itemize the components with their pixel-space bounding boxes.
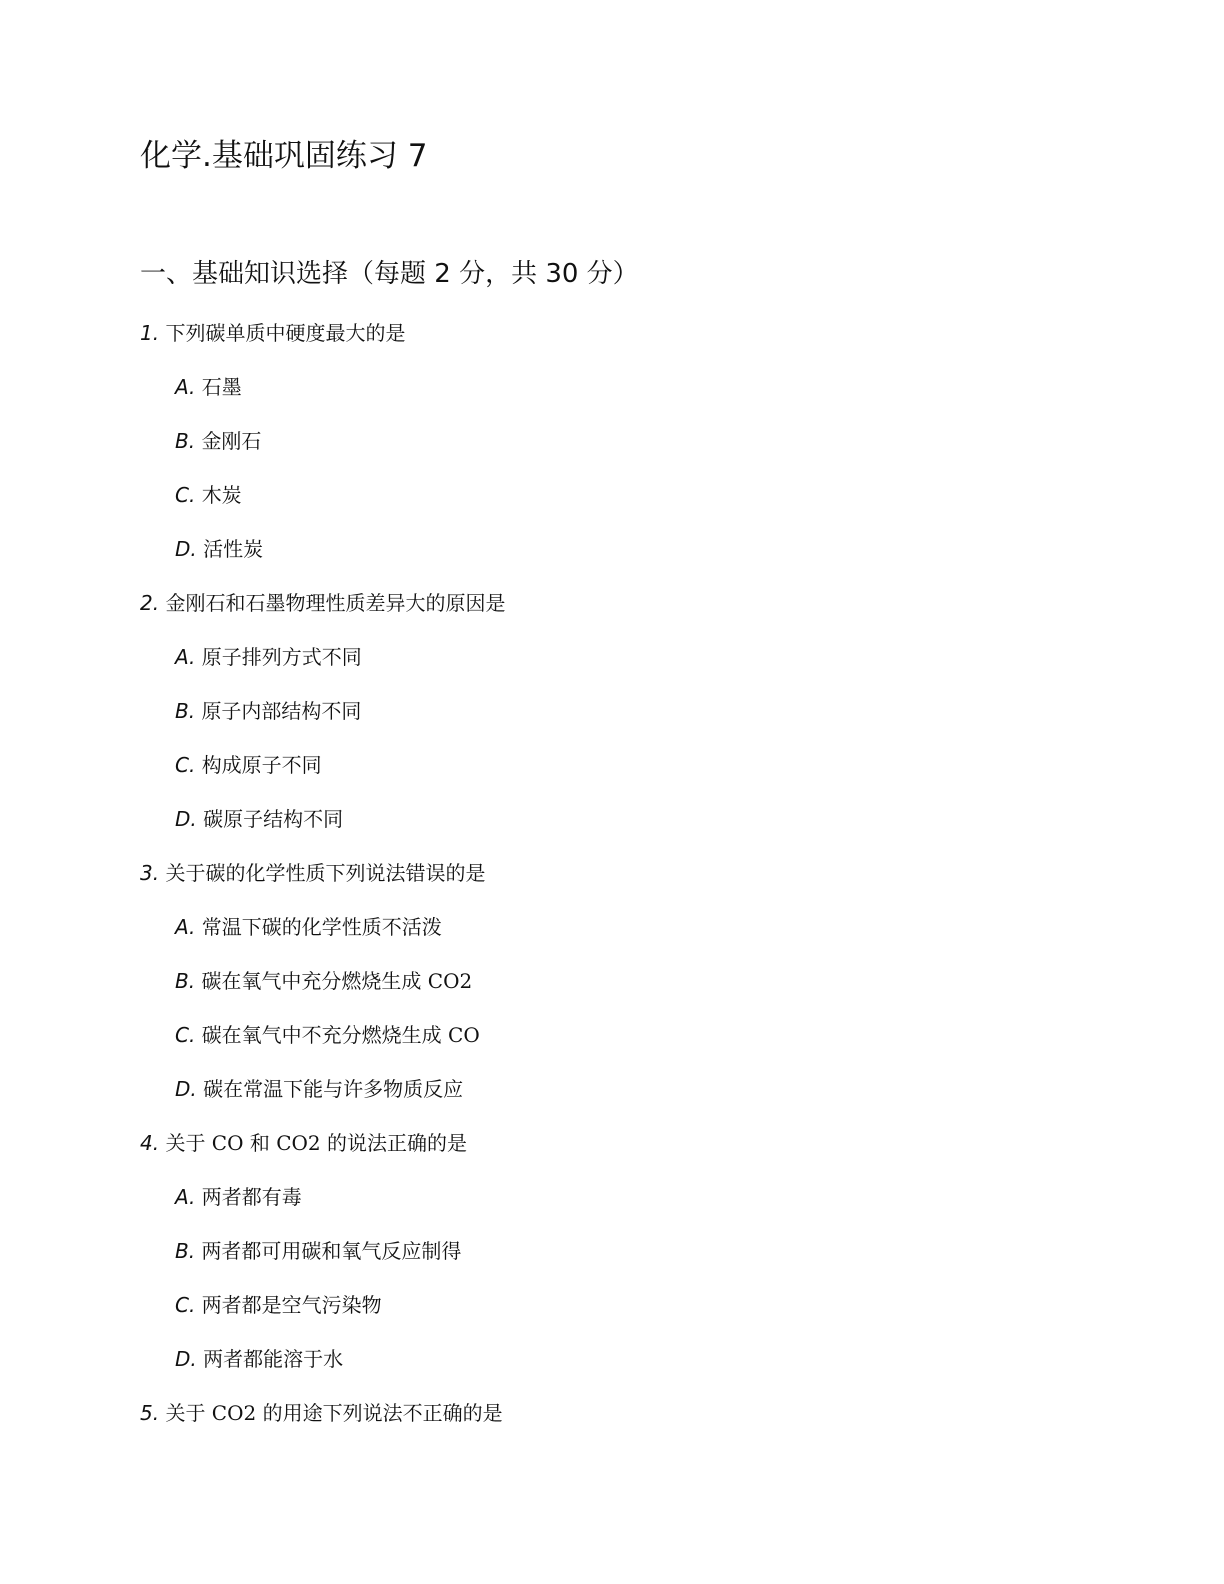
- option-text: 碳在常温下能与许多物质反应: [203, 1077, 464, 1101]
- option-label: B.: [175, 1239, 196, 1263]
- option-label: D.: [175, 1077, 197, 1101]
- option-2a: [175, 642, 362, 672]
- option-text: 两者都能溶于水: [203, 1347, 344, 1371]
- option-text: 碳在氧气中充分燃烧生成 CO2: [201, 969, 473, 993]
- option-label: A.: [175, 915, 196, 939]
- option-text: 活性炭: [203, 537, 264, 561]
- question-number: 3.: [140, 861, 160, 885]
- question-text: 关于 CO2 的用途下列说法不正确的是: [165, 1401, 503, 1425]
- option-label: B.: [175, 429, 196, 453]
- question-2: [140, 588, 505, 618]
- option-label: D.: [175, 537, 197, 561]
- option-2c: [175, 750, 322, 780]
- question-number: 5.: [140, 1401, 160, 1425]
- section-heading: 一、基础知识选择（每题 2 分，共 30 分）: [140, 259, 639, 289]
- option-4a: [175, 1182, 302, 1212]
- question-4: [140, 1128, 467, 1158]
- question-text: 下列碳单质中硬度最大的是: [165, 321, 406, 345]
- option-label: D.: [175, 807, 197, 831]
- option-label: C.: [175, 1293, 196, 1317]
- option-4b: [175, 1236, 461, 1266]
- option-2b: [175, 696, 361, 726]
- question-number: 4.: [140, 1131, 160, 1155]
- question-1: [140, 318, 405, 348]
- question-3: [140, 858, 485, 888]
- option-label: C.: [175, 1023, 196, 1047]
- option-text: 原子排列方式不同: [201, 645, 362, 669]
- option-label: B.: [175, 699, 196, 723]
- option-text: 两者都有毒: [201, 1185, 302, 1209]
- option-4d: [175, 1344, 343, 1374]
- question-text: 金刚石和石墨物理性质差异大的原因是: [165, 591, 506, 615]
- option-3b: [175, 966, 472, 996]
- option-1a: [175, 372, 242, 402]
- option-4c: [175, 1290, 382, 1320]
- option-text: 两者都可用碳和氧气反应制得: [201, 1239, 462, 1263]
- option-text: 石墨: [201, 375, 242, 399]
- option-text: 构成原子不同: [201, 753, 322, 777]
- option-text: 碳原子结构不同: [203, 807, 344, 831]
- option-text: 常温下碳的化学性质不活泼: [201, 915, 442, 939]
- option-label: C.: [175, 753, 196, 777]
- option-2d: [175, 804, 343, 834]
- option-label: A.: [175, 645, 196, 669]
- option-label: D.: [175, 1347, 197, 1371]
- option-text: 金刚石: [201, 429, 262, 453]
- option-text: 碳在氧气中不充分燃烧生成 CO: [201, 1023, 480, 1047]
- option-1d: [175, 534, 263, 564]
- option-text: 木炭: [201, 483, 242, 507]
- option-1c: [175, 480, 242, 510]
- question-number: 1.: [140, 321, 160, 345]
- option-3d: [175, 1074, 463, 1104]
- question-5: [140, 1398, 503, 1428]
- option-label: B.: [175, 969, 196, 993]
- option-text: 原子内部结构不同: [201, 699, 362, 723]
- document-title: 化学.基础巩固练习 7: [140, 138, 428, 174]
- option-3c: [175, 1020, 480, 1050]
- question-text: 关于碳的化学性质下列说法错误的是: [165, 861, 486, 885]
- option-label: A.: [175, 1185, 196, 1209]
- option-label: A.: [175, 375, 196, 399]
- option-text: 两者都是空气污染物: [201, 1293, 382, 1317]
- question-text: 关于 CO 和 CO2 的说法正确的是: [165, 1131, 468, 1155]
- option-1b: [175, 426, 261, 456]
- option-label: C.: [175, 483, 196, 507]
- question-number: 2.: [140, 591, 160, 615]
- option-3a: [175, 912, 442, 942]
